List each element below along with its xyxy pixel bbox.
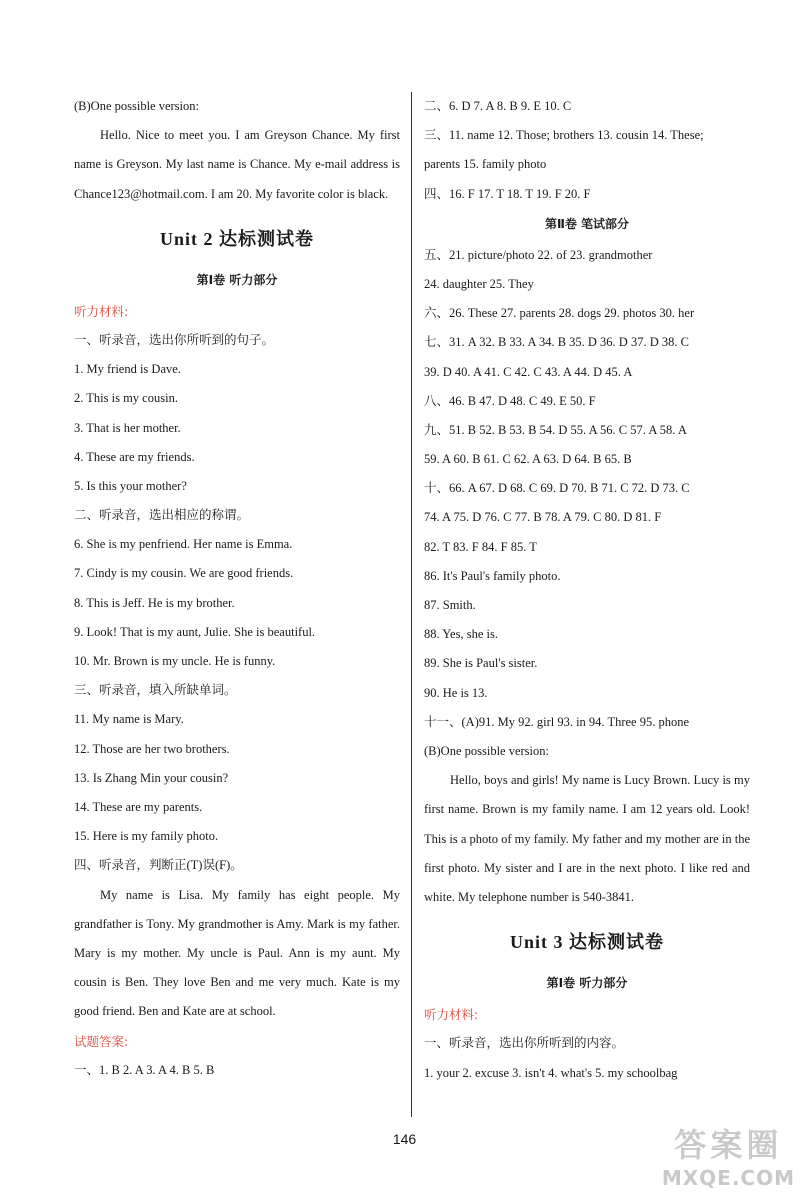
listening-label: 听力材料: [74, 303, 129, 319]
answer-line: 82. T 83. F 84. F 85. T [424, 539, 537, 554]
answer-line: (B)One possible version: [424, 743, 549, 758]
right-column [424, 92, 750, 1088]
answer-line: 四、16. F 17. T 18. T 19. F 20. F [424, 186, 591, 201]
intro-line: (B)One possible version: [74, 99, 199, 113]
answer-line: 一、听录音，选出你所听到的内容。 [424, 1036, 625, 1051]
answer-line: 74. A 75. D 76. C 77. B 78. A 79. C 80. D 81. F [424, 510, 662, 525]
answer-line: 86. It's Paul's family photo. [424, 568, 561, 583]
list-item: 15. Here is my family photo. [74, 829, 219, 844]
list-item: 6. She is my penfriend. Her name is Emma. [74, 537, 293, 552]
answer-line: 88. Yes, she is. [424, 627, 498, 642]
answer-line: 三、11. name 12. Those; brothers 13. cousin 14. These; [424, 128, 704, 143]
answer-line: 89. She is Paul's sister. [424, 656, 538, 671]
list-item: 一、听录音，选出你所听到的句子。 [74, 332, 275, 347]
answer-line: parents 15. family photo [424, 157, 547, 172]
unit2-title: Unit 2 达标测试卷 [159, 228, 314, 249]
part2-title: 第Ⅱ卷 笔试部分 [544, 216, 630, 231]
listening-label-2: 听力材料: [424, 1007, 479, 1023]
answer-line: 87. Smith. [424, 598, 476, 612]
list-item: 10. Mr. Brown is my uncle. He is funny. [74, 654, 276, 669]
answer-line: 七、31. A 32. B 33. A 34. B 35. D 36. D 37. D 38. C [424, 335, 689, 350]
answer-line: 59. A 60. B 61. C 62. A 63. D 64. B 65. B [424, 452, 632, 467]
watermark-url: MXQE.COM [661, 1166, 795, 1190]
answers-line: 一、1. B 2. A 3. A 4. B 5. B [74, 1062, 215, 1077]
watermark-logo: 答案圈 [674, 1126, 783, 1164]
list-item: 7. Cindy is my cousin. We are good friends. [74, 566, 294, 581]
answer-line: 五、21. picture/photo 22. of 23. grandmother [424, 247, 653, 262]
watermark [662, 1120, 795, 1190]
unit3-title: Unit 3 达标测试卷 [509, 932, 664, 953]
answer-line: 六、26. These 27. parents 28. dogs 29. photos 30. her [424, 306, 695, 321]
answer-line: 二、6. D 7. A 8. B 9. E 10. C [424, 99, 572, 113]
answer-line: 九、51. B 52. B 53. B 54. D 55. A 56. C 57. A 58. A [424, 422, 687, 437]
list-item: 14. These are my parents. [74, 799, 203, 814]
list-item: 11. My name is Mary. [74, 712, 184, 727]
answers-label: 试题答案: [74, 1033, 129, 1049]
answer-line: 八、46. B 47. D 48. C 49. E 50. F [424, 393, 596, 408]
answer-line: 39. D 40. A 41. C 42. C 43. A 44. D 45. A [424, 364, 633, 379]
essay-paragraph: Hello, boys and girls! My name is Lucy Brown. Lucy is my first name. Brown is my family name. I am 12 years old. Look! This is a photo of my family. My father and my mother are in the first photo. My sister and I are in the next photo. I like red and white. My telephone number is 540-3841. [424, 773, 750, 904]
story-paragraph: My name is Lisa. My family has eight people. My grandfather is Tony. My grandmother is Amy. Mark is my father. Mary is my mother. My uncle is Paul. Ann is my aunt. My cousin is Ben. They love Ben and me very much. Kate is my good friend. Ben and Kate are at school. [74, 887, 400, 1019]
answer-line: 1. your 2. excuse 3. isn't 4. what's 5. my schoolbag [424, 1065, 678, 1080]
list-item: 13. Is Zhang Min your cousin? [74, 770, 229, 785]
list-item: 12. Those are her two brothers. [74, 741, 230, 756]
left-column [74, 92, 400, 1085]
list-item: 4. These are my friends. [74, 449, 195, 464]
list-item: 三、听录音，填入所缺单词。 [74, 683, 237, 698]
list-item: 二、听录音，选出相应的称谓。 [74, 508, 250, 523]
list-item: 8. This is Jeff. He is my brother. [74, 595, 235, 610]
page-number: 146 [392, 1131, 417, 1147]
list-item: 四、听录音，判断正(T)误(F)。 [74, 858, 243, 873]
part3-title: 第Ⅰ卷 听力部分 [546, 976, 628, 991]
list-item: 5. Is this your mother? [74, 478, 187, 493]
answer-line: 十、66. A 67. D 68. C 69. D 70. B 71. C 72. D 73. C [424, 481, 690, 496]
intro-paragraph: Hello. Nice to meet you. I am Greyson Chance. My first name is Greyson. My last name is Chance. My e-mail address is Chance123@hotmail.com. I am 20. My favorite color is black. [74, 128, 400, 201]
list-item: 2. This is my cousin. [74, 391, 178, 406]
part1-title: 第Ⅰ卷 听力部分 [196, 272, 278, 287]
column-divider [411, 92, 412, 1117]
list-item: 9. Look! That is my aunt, Julie. She is beautiful. [74, 624, 316, 639]
answer-line: 24. daughter 25. They [424, 276, 534, 291]
answer-line: 十一、(A)91. My 92. girl 93. in 94. Three 95. phone [424, 714, 690, 729]
answer-line: 90. He is 13. [424, 685, 488, 700]
list-item: 1. My friend is Dave. [74, 362, 181, 377]
list-item: 3. That is her mother. [74, 420, 181, 435]
